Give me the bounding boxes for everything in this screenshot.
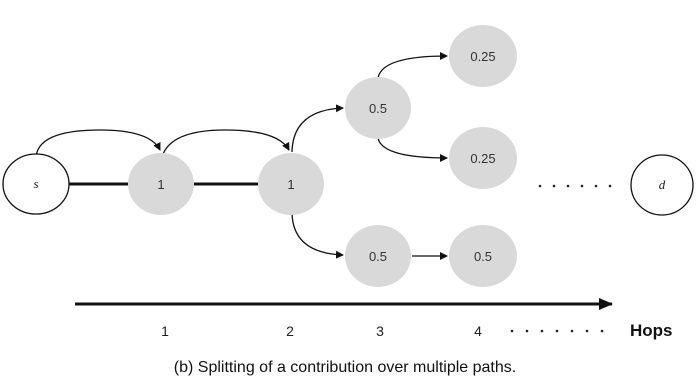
arrow-s-to-hop1: [36, 130, 160, 159]
source-node-label: s: [33, 176, 39, 191]
hop3-top-node-label: 0.5: [368, 101, 388, 116]
hop3-bottom-node-label: 0.5: [368, 249, 388, 264]
hop-tick-2: 2: [286, 323, 294, 339]
hop-tick-4: 4: [474, 323, 482, 339]
arrow-hop3-to-hop4-mid: [378, 138, 447, 158]
arrow-hop1-to-hop2: [162, 130, 289, 157]
continuation-dots: [539, 185, 612, 188]
hop4-mid-node-label: 0.25: [470, 151, 496, 166]
arrow-hop3-to-hop4-top: [378, 56, 447, 78]
hops-axis-title: Hops: [630, 321, 673, 340]
hop-tick-3: 3: [376, 323, 384, 339]
axis-continuation-dots: [511, 330, 604, 333]
hop4-bottom-node-label: 0.5: [473, 249, 493, 264]
figure-caption: (b) Splitting of a contribution over multiple paths.: [173, 359, 517, 376]
hop-tick-1: 1: [161, 323, 169, 339]
hop2-node-label: 1: [287, 177, 295, 192]
arrow-hop2-to-hop3-top: [292, 108, 343, 152]
hop1-node-label: 1: [157, 177, 165, 192]
arrow-hop2-to-hop3-bottom: [292, 213, 343, 255]
destination-node-label: d: [658, 177, 666, 192]
hop4-top-node-label: 0.25: [470, 49, 496, 64]
